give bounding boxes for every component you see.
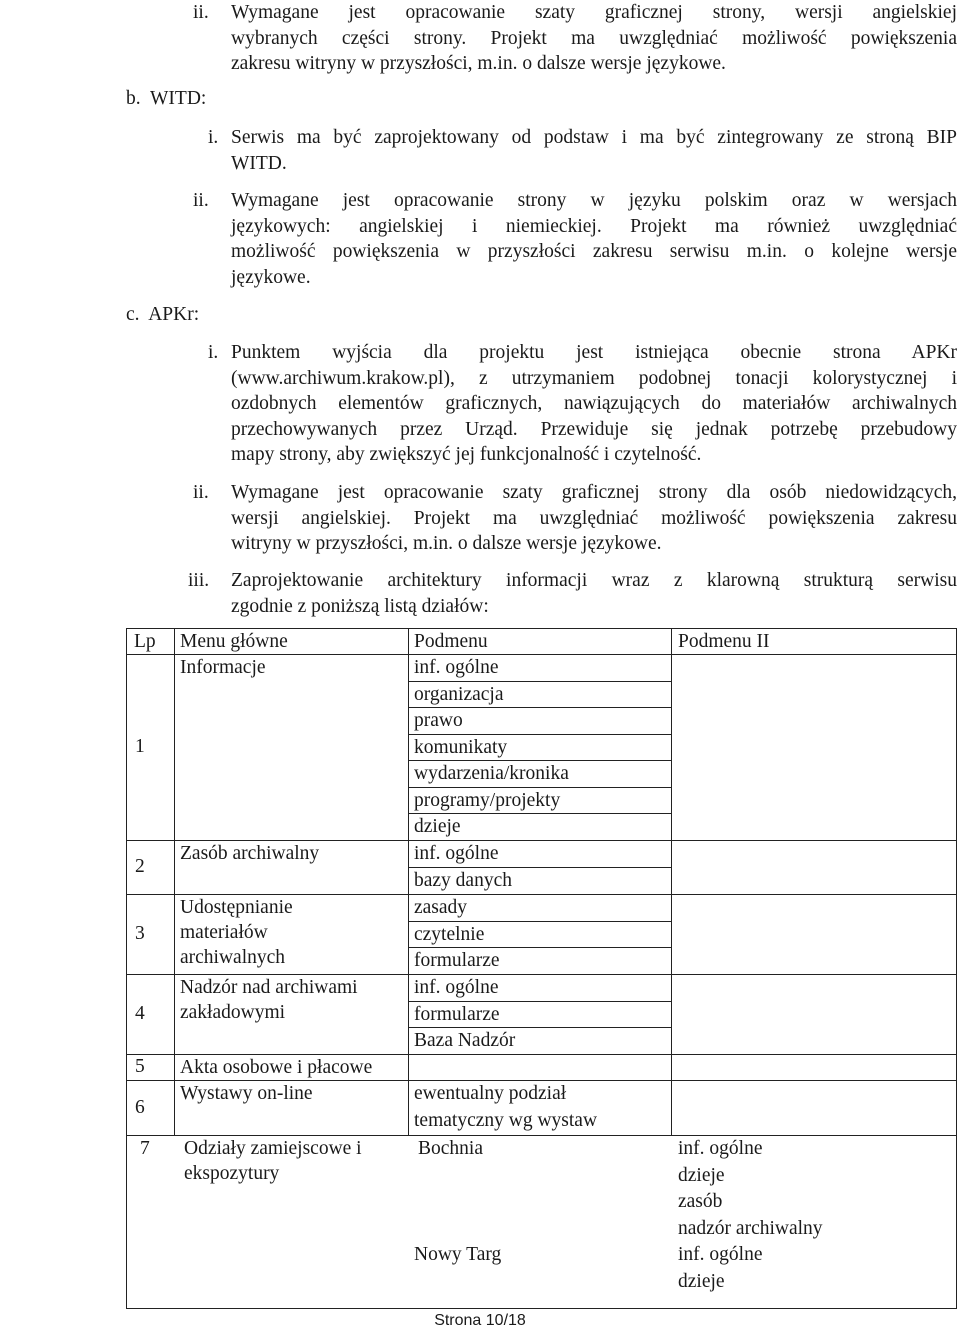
submenu-item-rule xyxy=(408,787,671,788)
table-submenu-cell: ewentualny podział xyxy=(414,1083,567,1104)
table-lp-cell: 5 xyxy=(135,1056,145,1077)
table-submenu2-cell: dzieje xyxy=(678,1164,725,1186)
table-menu-cell: Wystawy on-line xyxy=(180,1083,313,1104)
list-number: ii. xyxy=(193,190,209,211)
paragraph-b-ii xyxy=(231,188,957,290)
table-lp-cell: 4 xyxy=(135,1003,145,1024)
submenu-item-rule xyxy=(408,921,671,922)
submenu-item-rule xyxy=(408,947,671,948)
menu-structure-table xyxy=(126,628,957,1308)
list-number: i. xyxy=(208,127,219,148)
table-border-bottom xyxy=(126,1308,957,1309)
table-menu-cell: ekspozytury xyxy=(184,1163,280,1185)
text-line: Wymagane jest opracowanie szaty graficznej strony, wersji angielskiej xyxy=(231,2,957,23)
table-submenu2-cell: inf. ogólne xyxy=(678,1138,763,1159)
paragraph-c-iii xyxy=(231,568,957,619)
text-line: Wymagane jest opracowanie strony w języku polskim oraz w wersjach xyxy=(231,190,957,211)
table-column-rule xyxy=(408,628,409,1135)
table-submenu-cell: organizacja xyxy=(414,683,504,705)
table-menu-cell: Akta osobowe i płacowe xyxy=(180,1057,373,1078)
submenu-item-rule xyxy=(408,707,671,708)
list-number: i. xyxy=(208,342,219,363)
table-submenu-cell: czytelnie xyxy=(414,923,485,945)
table-lp-cell: 6 xyxy=(135,1096,145,1118)
text-line: ozdobnych elementów graficznych, nawiązujących do materiałów archiwalnych xyxy=(231,393,957,414)
text-line: Zaprojektowanie architektury informacji wraz z klarowną strukturą serwisu xyxy=(231,570,957,591)
table-submenu2-cell: nadzór archiwalny xyxy=(678,1217,823,1239)
page-number: Strona 10/18 xyxy=(434,1312,526,1329)
table-header-cell: Lp xyxy=(134,631,156,652)
table-submenu-cell: formularze xyxy=(414,950,500,971)
text-line: witryny w przyszłości, m.in. o dalsze wersje językowe. xyxy=(231,533,662,554)
table-menu-cell: materiałów xyxy=(180,922,268,944)
text-line: możliwość powiększenia w przyszłości zakresu serwisu m.in. o kolejne wersje xyxy=(231,241,957,262)
table-submenu-cell: inf. ogólne xyxy=(414,843,499,864)
text-line: wybranych części strony. Projekt ma uwzględniać możliwość powiększenia xyxy=(231,27,957,49)
table-border-right xyxy=(956,628,957,1309)
paragraph-b-i xyxy=(231,125,957,176)
table-menu-cell: zakładowymi xyxy=(180,1002,286,1024)
table-header-cell: Podmenu II xyxy=(678,631,770,652)
table-border-left xyxy=(126,628,127,1309)
submenu-item-rule xyxy=(408,1001,671,1002)
table-submenu-cell: Baza Nadzór xyxy=(414,1030,516,1051)
text-line: Serwis ma być zaprojektowany od podstaw i ma być zintegrowany ze stroną BIP xyxy=(231,127,957,148)
text-line: przechowywanych przez Urząd. Przewiduje się jednak potrzebę przebudowy xyxy=(231,418,957,440)
table-submenu-cell: dzieje xyxy=(414,816,461,837)
table-submenu2-cell: inf. ogólne xyxy=(678,1244,763,1265)
section-label-apkr: c. APKr: xyxy=(126,304,200,325)
table-lp-cell: 7 xyxy=(140,1138,150,1159)
table-column-rule xyxy=(174,628,175,1135)
text-line: (www.archiwum.krakow.pl), z utrzymaniem podobnej tonacji kolorystycznej i xyxy=(231,367,957,389)
list-number: ii. xyxy=(193,2,209,23)
table-header-cell: Menu główne xyxy=(180,631,288,652)
table-menu-cell: archiwalnych xyxy=(180,947,286,969)
table-submenu-cell: prawo xyxy=(414,710,463,731)
submenu-item-rule xyxy=(408,734,671,735)
text-line: Wymagane jest opracowanie szaty graficznej strony dla osób niedowidzących, xyxy=(231,482,957,503)
text-line: zgodnie z poniższą listą działów: xyxy=(231,595,489,617)
table-menu-cell: Odziały zamiejscowe i xyxy=(184,1138,362,1159)
table-submenu-cell: Nowy Targ xyxy=(414,1244,502,1265)
table-submenu-cell: zasady xyxy=(414,897,468,918)
table-menu-cell: Informacje xyxy=(180,657,266,678)
table-menu-cell: Nadzór nad archiwami xyxy=(180,977,358,998)
text-line: Punktem wyjścia dla projektu jest istniejąca obecnie strona APKr xyxy=(231,342,957,363)
table-lp-cell: 3 xyxy=(135,923,145,944)
table-menu-cell: Zasób archiwalny xyxy=(180,843,320,864)
table-submenu-cell: bazy danych xyxy=(414,869,512,891)
table-submenu-cell: Bochnia xyxy=(418,1138,483,1159)
table-submenu-cell: tematyczny wg wystaw xyxy=(414,1109,598,1131)
paragraph-b-prev-ii xyxy=(231,0,957,77)
list-number: iii. xyxy=(188,570,210,591)
table-submenu2-cell: zasób xyxy=(678,1191,723,1212)
table-submenu-cell: inf. ogólne xyxy=(414,657,499,678)
table-header-cell: Podmenu xyxy=(414,631,488,652)
text-line: wersji angielskiej. Projekt ma uwzględniać możliwość powiększenia zakresu xyxy=(231,507,957,529)
table-lp-cell: 2 xyxy=(135,856,145,877)
submenu-item-rule xyxy=(408,1027,671,1028)
submenu-item-rule xyxy=(408,867,671,868)
table-submenu-cell: programy/projekty xyxy=(414,789,561,811)
text-line: mapy strony, aby zwiększyć jej funkcjonalność i czytelność. xyxy=(231,444,702,465)
table-submenu-cell: inf. ogólne xyxy=(414,977,499,998)
paragraph-c-ii xyxy=(231,480,957,557)
submenu-item-rule xyxy=(408,813,671,814)
section-label-witd: b. WITD: xyxy=(126,88,207,109)
text-line: WITD. xyxy=(231,152,287,174)
table-submenu-cell: komunikaty xyxy=(414,736,508,758)
text-line: językowe. xyxy=(231,266,311,288)
paragraph-c-i xyxy=(231,340,957,468)
list-number: ii. xyxy=(193,482,209,503)
submenu-item-rule xyxy=(408,681,671,682)
submenu-item-rule xyxy=(408,760,671,761)
table-submenu-cell: wydarzenia/kronika xyxy=(414,763,569,784)
table-menu-cell: Udostępnianie xyxy=(180,897,293,918)
table-submenu-cell: formularze xyxy=(414,1003,500,1025)
text-line: zakresu witryny w przyszłości, m.in. o dalsze wersje językowe. xyxy=(231,53,726,74)
table-column-rule xyxy=(671,628,672,1135)
table-submenu2-cell: dzieje xyxy=(678,1270,725,1292)
table-lp-cell: 1 xyxy=(135,736,145,757)
text-line: językowych: angielskiej i niemieckiej. Projekt ma również uwzględniać xyxy=(231,215,957,237)
